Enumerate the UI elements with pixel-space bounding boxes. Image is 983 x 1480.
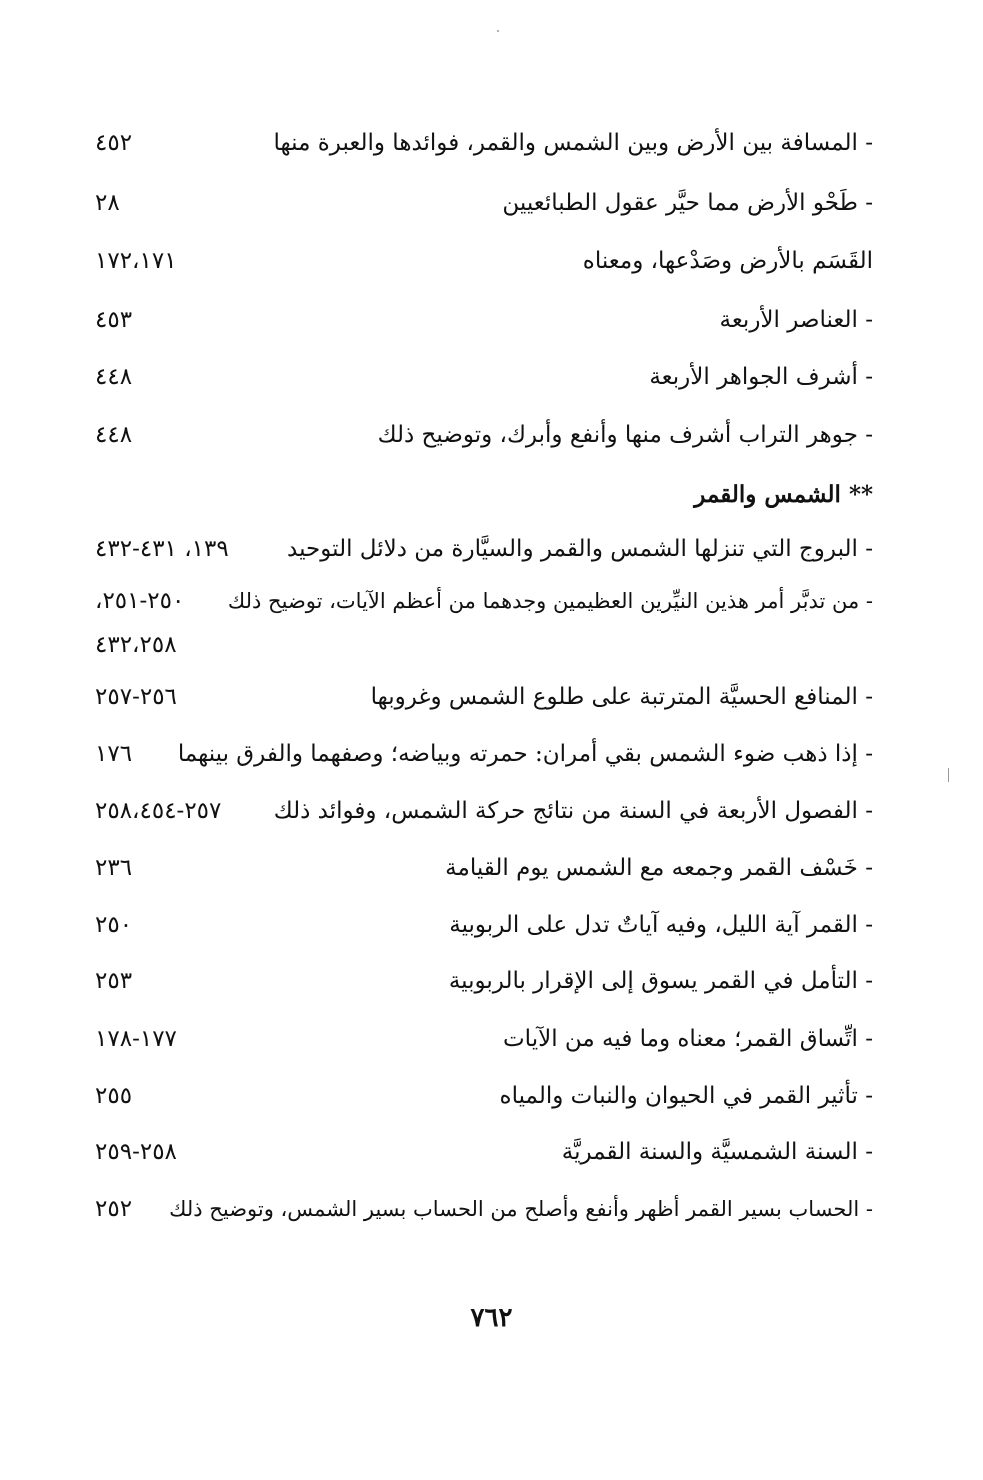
- entry-pages: ٢٥٦-٢٥٧: [95, 684, 177, 710]
- entry-text: - جوهر التراب أشرف منها وأنفع وأبرك، وتوضيح ذلك: [377, 422, 873, 448]
- entry-text: - المنافع الحسيَّة المترتبة على طلوع الشمس وغروبها: [370, 684, 873, 710]
- entry-text: - القمر آية الليل، وفيه آياتٌ تدل على الربوبية: [449, 912, 873, 938]
- entry-pages: ٤٥٣: [95, 307, 133, 333]
- entry-pages: ٢٥٥: [95, 1083, 133, 1109]
- entry-pages-continued: ٤٣٢،٢٥٨: [95, 632, 177, 658]
- entry-text: - تأثير القمر في الحيوان والنبات والمياه: [499, 1083, 873, 1109]
- entry-pages: ٢٥٧-٢٥٨،٤٥٤: [95, 798, 222, 824]
- entry-pages: ٢٣٦: [95, 855, 133, 881]
- entry-pages: ٢٥٠: [95, 912, 133, 938]
- entry-pages: ٢٥٠-٢٥١،: [95, 588, 185, 614]
- scan-mark: [948, 768, 949, 782]
- scan-speck: [497, 30, 499, 32]
- entry-text: - أشرف الجواهر الأربعة: [649, 364, 873, 390]
- entry-text: - خَسْف القمر وجمعه مع الشمس يوم القيامة: [445, 855, 873, 881]
- page-number: ٧٦٢: [470, 1303, 513, 1333]
- entry-text: - اتِّساق القمر؛ معناه وما فيه من الآيات: [503, 1026, 873, 1052]
- entry-text: - إذا ذهب ضوء الشمس بقي أمران: حمرته وبياضه؛ وصفهما والفرق بينهما: [177, 741, 873, 767]
- entry-text: - من تدبَّر أمر هذين النيِّرين العظيمين وجدهما من أعظم الآيات، توضيح ذلك: [227, 589, 873, 613]
- entry-text: - الحساب بسير القمر أظهر وأنفع وأصلح من الحساب بسير الشمس، وتوضيح ذلك: [169, 1197, 873, 1221]
- section-heading: ** الشمس والقمر: [694, 481, 873, 508]
- entry-text: القَسَم بالأرض وصَدْعها، ومعناه: [582, 248, 873, 274]
- entry-pages: ٤٤٨: [95, 364, 133, 390]
- entry-text: - طَحْو الأرض مما حيَّر عقول الطبائعيين: [502, 190, 873, 216]
- entry-pages: ٢٨: [95, 190, 120, 216]
- entry-pages: ٢٥٢: [95, 1196, 133, 1222]
- entry-text: - البروج التي تنزلها الشمس والقمر والسيَّارة من دلائل التوحيد: [287, 536, 873, 562]
- entry-pages: ٢٥٨-٢٥٩: [95, 1139, 177, 1165]
- entry-pages: ٤٤٨: [95, 422, 133, 448]
- entry-pages: ١٧٢،١٧١: [95, 248, 177, 274]
- entry-pages: ٤٥٢: [95, 130, 133, 156]
- entry-text: - المسافة بين الأرض وبين الشمس والقمر، فوائدها والعبرة منها: [273, 130, 873, 156]
- entry-pages: ١٧٦: [95, 741, 133, 767]
- entry-text: - العناصر الأربعة: [719, 307, 873, 333]
- entry-pages: ٢٥٣: [95, 968, 133, 994]
- entry-pages: ١٧٧-١٧٨: [95, 1026, 177, 1052]
- entry-text: - السنة الشمسيَّة والسنة القمريَّة: [561, 1139, 873, 1165]
- entry-text: - التأمل في القمر يسوق إلى الإقرار بالربوبية: [448, 968, 873, 994]
- entry-text: - الفصول الأربعة في السنة من نتائج حركة الشمس، وفوائد ذلك: [273, 798, 873, 824]
- entry-pages: ١٣٩، ٤٣١-٤٣٢: [95, 536, 229, 562]
